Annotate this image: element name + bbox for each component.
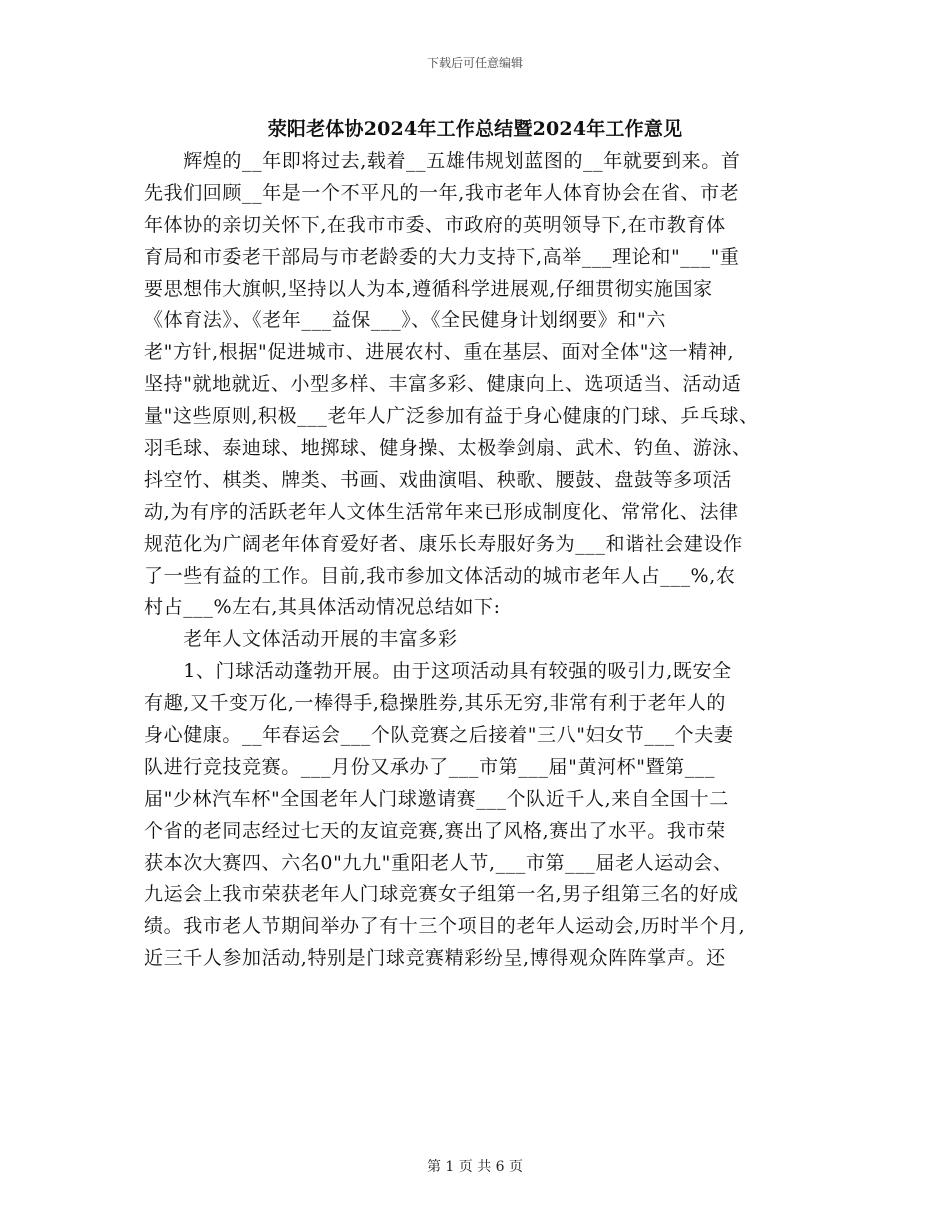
- body-line: 抖空竹、棋类、牌类、书画、戏曲演唱、秧歌、腰鼓、盘鼓等多项活: [144, 468, 733, 491]
- body-line: 近三千人参加活动,特别是门球竞赛精彩纷呈,博得观众阵阵掌声。还: [144, 947, 726, 970]
- body-line: 1、门球活动蓬勃开展。由于这项活动具有较强的吸引力,既安全: [144, 660, 732, 683]
- document-body: [144, 146, 810, 975]
- body-line: 获本次大赛四、六名0"九九"重阳老人节,___市第___届老人运动会、: [144, 851, 733, 874]
- document-title: 荥阳老体协2024年工作总结暨2024年工作意见: [267, 118, 683, 140]
- body-line: 规范化为广阔老年体育爱好者、康乐长寿服好务为___和谐社会建设作: [144, 532, 743, 555]
- body-line: 身心健康。__年春运会___个队竞赛之后接着"三八"妇女节___个夫妻: [144, 724, 734, 747]
- body-line: 辉煌的__年即将过去,载着__五雄伟规划蓝图的__年就要到来。首: [144, 150, 741, 172]
- body-line: 村占___%左右,其具体活动情况总结如下:: [144, 596, 501, 619]
- body-line: 了一些有益的工作。目前,我市参加文体活动的城市老年人占___%,农: [144, 564, 736, 587]
- body-line: 《体育法》、《老年___益保___》、《全民健身计划纲要》和"六: [144, 309, 666, 332]
- body-line: 羽毛球、泰迪球、地掷球、健身操、太极拳剑扇、武术、钓鱼、游泳、: [144, 437, 752, 460]
- header-note: 下载后可任意编辑: [426, 56, 523, 70]
- body-line: 九运会上我市荣获老年人门球竞赛女子组第一名,男子组第三名的好成: [144, 883, 739, 906]
- body-line: 育局和市委老干部局与市老龄委的大力支持下,高举___理论和"___"重: [144, 245, 740, 268]
- section-heading: 老年人文体活动开展的丰富多彩: [144, 628, 458, 651]
- body-line: 绩。我市老人节期间举办了有十三个项目的老年人运动会,历时半个月,: [144, 915, 746, 938]
- body-line: 届"少林汽车杯"全国老年人门球邀请赛___个队近千人,来自全国十二: [144, 787, 729, 810]
- body-line: 坚持"就地就近、小型多样、丰富多彩、健康向上、选项适当、活动适: [144, 373, 742, 396]
- body-line: 先我们回顾__年是一个不平凡的一年,我市老年人体育协会在省、市老: [144, 181, 740, 204]
- body-line: 个省的老同志经过七天的友谊竞赛,赛出了风格,赛出了水平。我市荣: [144, 819, 726, 842]
- page-number: 第 1 页 共 6 页: [426, 1159, 524, 1175]
- body-line: 量"这些原则,积极___老年人广泛参加有益于身心健康的门球、乒乓球、: [144, 405, 759, 428]
- body-line: 老"方针,根据"促进城市、进展农村、重在基层、面对全体"这一精神,: [144, 341, 735, 364]
- body-line: 动,为有序的活跃老年人文体生活常年来已形成制度化、常常化、法律: [144, 500, 739, 523]
- body-line: 要思想伟大旗帜,坚持以人为本,遵循科学进展观,仔细贯彻实施国家: [144, 277, 713, 300]
- body-line: 队进行竞技竞赛。___月份又承办了___市第___届"黄河杯"暨第___: [144, 755, 716, 778]
- body-line: 有趣,又千变万化,一棒得手,稳操胜券,其乐无穷,非常有利于老年人的: [144, 692, 726, 715]
- body-line: 年体协的亲切关怀下,在我市市委、市政府的英明领导下,在市教育体: [144, 213, 726, 236]
